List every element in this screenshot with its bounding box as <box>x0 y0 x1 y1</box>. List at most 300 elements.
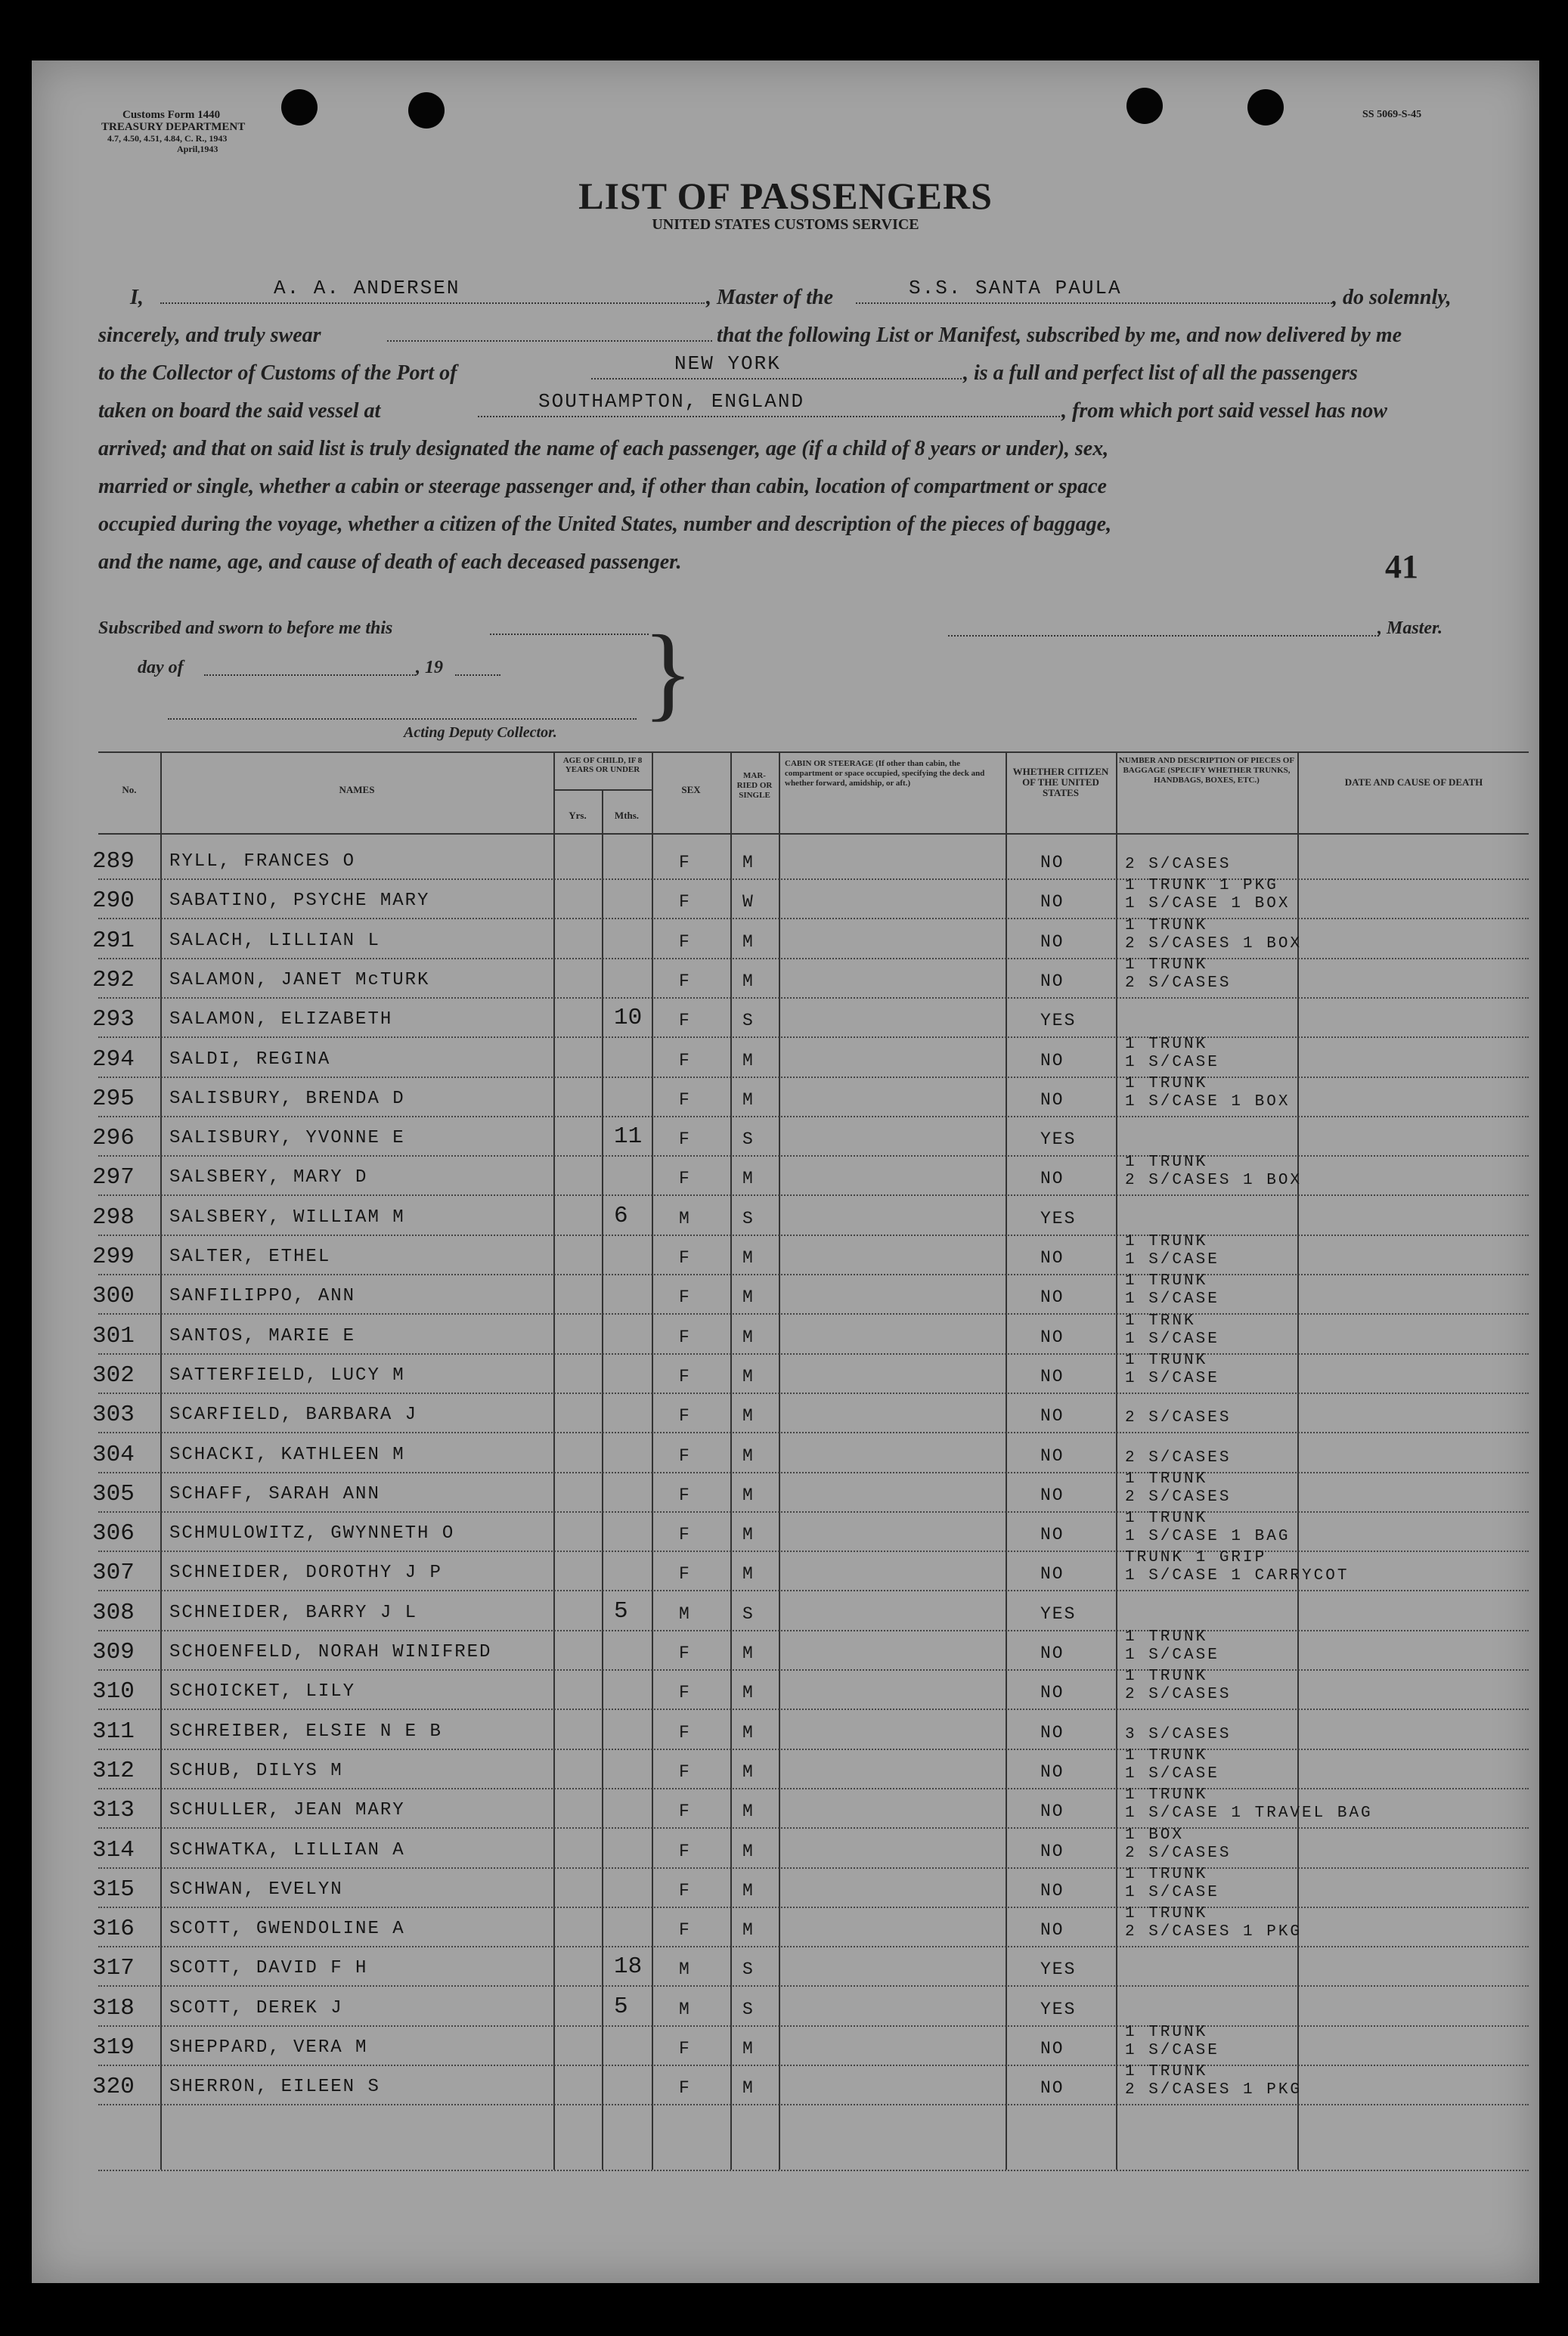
marital-status: M <box>742 1248 755 1268</box>
passenger-sex: F <box>679 2039 691 2059</box>
baggage-description: 1 S/CASE 1 BOX <box>1125 1092 1291 1111</box>
row-divider <box>98 1511 1529 1513</box>
baggage-upper: 1 TRUNK <box>1125 956 1208 974</box>
row-number: 297 <box>92 1164 135 1191</box>
passenger-name: SALTER, ETHEL <box>169 1247 331 1267</box>
baggage-upper: 1 TRUNK <box>1125 1905 1208 1923</box>
page-subtitle: UNITED STATES CUSTOMS SERVICE <box>652 216 919 233</box>
col-citizen: WHETHER CITIZEN OF THE UNITED STATES <box>1012 766 1109 798</box>
row-number: 317 <box>92 1955 135 1982</box>
row-number: 298 <box>92 1204 135 1231</box>
row-divider <box>98 878 1529 880</box>
citizen-status: NO <box>1040 1248 1064 1268</box>
oath-line2b: that the following List or Manifest, subscribed by me, and now delivered by me <box>717 324 1402 347</box>
passenger-sex: F <box>679 1169 691 1189</box>
baggage-description: 1 S/CASE 1 BAG <box>1125 1528 1291 1546</box>
baggage-upper: 1 TRUNK <box>1125 1786 1208 1805</box>
baggage-upper: 1 TRUNK <box>1125 1628 1208 1646</box>
citizen-status: NO <box>1040 1406 1064 1427</box>
passenger-name: SCOTT, DEREK J <box>169 1997 343 2018</box>
citizen-status: NO <box>1040 1169 1064 1189</box>
table-row <box>32 1233 1539 1283</box>
row-number: 313 <box>92 1797 135 1824</box>
oath-line8: and the name, age, and cause of death of each deceased passenger. <box>98 550 682 574</box>
oath-line6: married or single, whether a cabin or steerage passenger and, if other than cabin, location of compartment or space <box>98 475 1107 498</box>
citizen-status: YES <box>1040 1999 1077 2019</box>
row-number: 303 <box>92 1402 135 1429</box>
row-number: 310 <box>92 1678 135 1706</box>
col-age: AGE OF CHILD, IF 8 YEARS OR UNDER <box>562 756 643 774</box>
citizen-status: NO <box>1040 1644 1064 1663</box>
age-months: 18 <box>614 1953 643 1981</box>
table-row <box>32 1628 1539 1678</box>
table-row <box>32 1826 1539 1876</box>
oath-line4b: , from which port said vessel has now <box>1061 399 1387 423</box>
row-number: 305 <box>92 1480 135 1507</box>
marital-status: M <box>742 1089 755 1110</box>
passenger-name: SALISBURY, YVONNE E <box>169 1128 405 1149</box>
passenger-name: SHEPPARD, VERA M <box>169 2037 368 2058</box>
baggage-upper: 1 TRUNK <box>1125 1746 1208 1764</box>
baggage-description: 2 S/CASES 1 PKG <box>1125 2081 1303 2099</box>
passenger-sex: F <box>679 1644 691 1663</box>
age-months: 10 <box>614 1005 643 1032</box>
passenger-name: SCHUB, DILYS M <box>169 1760 343 1781</box>
marital-status: M <box>742 1485 755 1505</box>
passenger-sex: F <box>679 2078 691 2099</box>
passenger-name: SHERRON, EILEEN S <box>169 2077 380 2098</box>
baggage-upper: 1 TRUNK <box>1125 1865 1208 1883</box>
marital-status: M <box>742 1802 755 1822</box>
col-cabin: CABIN OR STEERAGE (If other than cabin, the compartment or space occupied, specifying the deck and whether forward, amidship, or aft.) <box>785 759 985 788</box>
col-mths: Mths. <box>614 810 640 821</box>
passenger-name: SCHOENFELD, NORAH WINIFRED <box>169 1642 492 1662</box>
oath-line7: occupied during the voyage, whether a citizen of the United States, number and description of the pieces of baggage, <box>98 513 1112 536</box>
passenger-name: SATTERFIELD, LUCY M <box>169 1365 405 1386</box>
passenger-name: SCHAFF, SARAH ANN <box>169 1483 380 1504</box>
row-number: 299 <box>92 1244 135 1270</box>
row-divider <box>98 1353 1529 1355</box>
sworn-line: Subscribed and sworn to before me this <box>98 618 393 638</box>
marital-status: M <box>742 1564 755 1585</box>
master-name: A. A. ANDERSEN <box>274 277 460 299</box>
row-divider <box>98 1393 1529 1394</box>
passenger-sex: M <box>679 1208 691 1228</box>
oath-solemnly: , do solemnly, <box>1332 286 1452 309</box>
row-number: 304 <box>92 1441 135 1468</box>
oath-line2a: sincerely, and truly swear <box>98 324 321 347</box>
baggage-description: 2 S/CASES 1 PKG <box>1125 1923 1303 1941</box>
table-row <box>32 2063 1539 2113</box>
baggage-description: 2 S/CASES <box>1125 1686 1232 1704</box>
baggage-description: 3 S/CASES <box>1125 1725 1232 1743</box>
baggage-upper: 1 TRUNK <box>1125 1351 1208 1369</box>
marital-status: S <box>742 1129 755 1150</box>
row-divider <box>98 2025 1529 2027</box>
baggage-upper: 1 TRUNK <box>1125 2063 1208 2081</box>
marital-status: M <box>742 1445 755 1466</box>
table-row <box>32 1074 1539 1125</box>
citizen-status: NO <box>1040 1841 1064 1861</box>
passenger-sex: F <box>679 892 691 912</box>
baggage-upper: 1 TRUNK <box>1125 1074 1208 1092</box>
row-number: 295 <box>92 1085 135 1112</box>
baggage-description: 2 S/CASES <box>1125 1409 1232 1427</box>
row-divider <box>98 1194 1529 1196</box>
baggage-description: 1 S/CASE <box>1125 1053 1219 1071</box>
row-number: 292 <box>92 966 135 993</box>
citizen-status: YES <box>1040 1603 1077 1624</box>
baggage-description: 2 S/CASES <box>1125 1844 1232 1862</box>
row-divider <box>98 1669 1529 1671</box>
row-divider <box>98 1551 1529 1552</box>
baggage-description: 1 S/CASE 1 BOX <box>1125 895 1291 913</box>
marital-status: S <box>742 1208 755 1228</box>
row-number: 296 <box>92 1125 135 1152</box>
punch-hole <box>1247 89 1284 125</box>
marital-status: W <box>742 892 755 912</box>
table-row <box>32 1154 1539 1204</box>
passenger-name: SALSBERY, MARY D <box>169 1167 368 1188</box>
passenger-name: SCHWATKA, LILLIAN A <box>169 1839 405 1860</box>
passenger-sex: F <box>679 1445 691 1466</box>
passenger-sex: F <box>679 1129 691 1150</box>
citizen-status: NO <box>1040 1802 1064 1822</box>
marital-status: M <box>742 853 755 872</box>
passenger-sex: F <box>679 1920 691 1941</box>
passenger-name: SANTOS, MARIE E <box>169 1325 356 1346</box>
punch-hole <box>408 92 445 129</box>
baggage-description: 1 S/CASE <box>1125 1764 1219 1783</box>
row-number: 316 <box>92 1916 135 1943</box>
passenger-sex: F <box>679 1287 691 1308</box>
row-number: 319 <box>92 2034 135 2061</box>
form-regs: 4.7, 4.50, 4.51, 4.84, C. R., 1943 <box>107 133 228 144</box>
citizen-status: NO <box>1040 1327 1064 1347</box>
row-divider <box>98 958 1529 959</box>
baggage-description: 2 S/CASES 1 BOX <box>1125 1172 1303 1190</box>
page-number: 41 <box>1385 548 1418 585</box>
sworn-year: , 19 <box>416 658 443 677</box>
punch-hole <box>1126 88 1163 124</box>
marital-status: S <box>742 1011 755 1031</box>
passenger-sex: M <box>679 1603 691 1624</box>
sworn-day-of: day of <box>138 658 184 677</box>
citizen-status: NO <box>1040 853 1064 872</box>
marital-status: M <box>742 1406 755 1427</box>
marital-status: S <box>742 1999 755 2019</box>
citizen-status: NO <box>1040 2078 1064 2099</box>
table-row <box>32 877 1539 927</box>
row-number: 315 <box>92 1876 135 1903</box>
marital-status: M <box>742 1683 755 1703</box>
passenger-name: SALAMON, ELIZABETH <box>169 1009 393 1030</box>
row-number: 289 <box>92 848 135 875</box>
citizen-status: YES <box>1040 1011 1077 1031</box>
row-number: 311 <box>92 1718 135 1745</box>
row-number: 314 <box>92 1836 135 1864</box>
baggage-description: 2 S/CASES <box>1125 1488 1232 1506</box>
citizen-status: NO <box>1040 1287 1064 1308</box>
passenger-sex: F <box>679 931 691 952</box>
baggage-upper: 1 TRUNK <box>1125 1272 1208 1290</box>
marital-status: M <box>742 1366 755 1386</box>
baggage-upper: 1 TRUNK <box>1125 1668 1208 1686</box>
passenger-name: SALSBERY, WILLIAM M <box>169 1207 405 1228</box>
row-divider <box>98 2065 1529 2066</box>
passenger-sex: F <box>679 1366 691 1386</box>
citizen-status: NO <box>1040 1564 1064 1585</box>
table-row <box>32 1204 1539 1244</box>
arrival-port: NEW YORK <box>674 352 781 375</box>
row-divider <box>98 1788 1529 1789</box>
baggage-upper: TRUNK 1 GRIP <box>1125 1549 1267 1567</box>
oath-line4a: taken on board the said vessel at <box>98 399 381 423</box>
marital-status: M <box>742 1169 755 1189</box>
citizen-status: NO <box>1040 1880 1064 1901</box>
oath-line5: arrived; and that on said list is truly designated the name of each passenger, age (if a child of 8 years or under), sex, <box>98 437 1109 460</box>
passenger-sex: F <box>679 1683 691 1703</box>
passenger-sex: F <box>679 1089 691 1110</box>
age-months: 5 <box>614 1993 628 2020</box>
form-code: SS 5069-S-45 <box>1362 109 1422 120</box>
passenger-sex: F <box>679 1564 691 1585</box>
passenger-sex: F <box>679 1841 691 1861</box>
departure-port: SOUTHAMPTON, ENGLAND <box>538 390 805 413</box>
passenger-sex: F <box>679 1525 691 1545</box>
marital-status: S <box>742 1603 755 1624</box>
citizen-status: NO <box>1040 931 1064 952</box>
col-yrs: Yrs. <box>569 810 587 821</box>
row-divider <box>98 1472 1529 1473</box>
table-row <box>32 1955 1539 1994</box>
marital-status: M <box>742 1644 755 1663</box>
table-row <box>32 956 1539 1006</box>
citizen-status: YES <box>1040 1960 1077 1980</box>
manifest-sheet <box>32 60 1539 2283</box>
table-row <box>32 848 1539 888</box>
table-row <box>32 1402 1539 1441</box>
table-row <box>32 1746 1539 1797</box>
citizen-status: NO <box>1040 1761 1064 1782</box>
passenger-sex: F <box>679 1485 691 1505</box>
col-married: MAR- RIED OR SINGLE <box>736 771 773 800</box>
col-death: DATE AND CAUSE OF DEATH <box>1344 776 1483 788</box>
oath-i: I, <box>130 286 144 309</box>
table-row <box>32 1442 1539 1481</box>
table-row <box>32 1006 1539 1046</box>
passenger-sex: F <box>679 1050 691 1070</box>
marital-status: M <box>742 1841 755 1861</box>
row-divider <box>98 1036 1529 1038</box>
row-divider <box>98 997 1529 999</box>
table-row <box>32 1668 1539 1718</box>
row-divider <box>98 1907 1529 1908</box>
passenger-sex: F <box>679 1761 691 1782</box>
passenger-sex: F <box>679 1802 691 1822</box>
passenger-name: SCARFIELD, BARBARA J <box>169 1405 418 1426</box>
marital-status: S <box>742 1960 755 1980</box>
row-divider <box>98 1432 1529 1433</box>
table-row <box>32 1035 1539 1086</box>
row-number: 301 <box>92 1322 135 1349</box>
passenger-name: SALACH, LILLIAN L <box>169 930 380 951</box>
vessel-name: S.S. SANTA PAULA <box>909 277 1122 299</box>
row-divider <box>98 1590 1529 1591</box>
marital-status: M <box>742 971 755 991</box>
baggage-description: 1 S/CASE <box>1125 1290 1219 1309</box>
table-row <box>32 2024 1539 2074</box>
baggage-upper: 1 TRUNK <box>1125 2024 1208 2041</box>
passenger-sex: F <box>679 1327 691 1347</box>
row-number: 291 <box>92 927 135 954</box>
table-row <box>32 1786 1539 1836</box>
row-divider <box>98 1274 1529 1275</box>
citizen-status: NO <box>1040 1920 1064 1941</box>
passenger-sex: F <box>679 1722 691 1743</box>
col-baggage: NUMBER AND DESCRIPTION OF PIECES OF BAGGAGE (SPECIFY WHETHER TRUNKS, HANDBAGS, BOXES, ETC.) <box>1118 756 1295 785</box>
marital-status: M <box>742 1761 755 1782</box>
marital-status: M <box>742 1525 755 1545</box>
baggage-upper: 1 TRUNK <box>1125 1154 1208 1172</box>
table-row <box>32 1549 1539 1599</box>
baggage-description: 1 S/CASE <box>1125 1369 1219 1387</box>
passenger-sex: M <box>679 1960 691 1980</box>
baggage-description: 2 S/CASES <box>1125 974 1232 992</box>
acting-deputy-collector: Acting Deputy Collector. <box>404 724 557 741</box>
passenger-sex: F <box>679 971 691 991</box>
form-department: TREASURY DEPARTMENT <box>101 121 246 133</box>
passenger-name: SCHNEIDER, BARRY J L <box>169 1602 418 1623</box>
table-row <box>32 1510 1539 1560</box>
baggage-description: 1 S/CASE <box>1125 2042 1219 2059</box>
row-divider <box>98 1116 1529 1117</box>
row-divider <box>98 1827 1529 1829</box>
table-row <box>32 1125 1539 1164</box>
passenger-name: SCHWAN, EVELYN <box>169 1879 343 1900</box>
baggage-description: 1 S/CASE <box>1125 1330 1219 1348</box>
table-row <box>32 1470 1539 1520</box>
passenger-name: SCHNEIDER, DOROTHY J P <box>169 1563 442 1584</box>
passenger-sex: F <box>679 1011 691 1031</box>
row-divider <box>98 1077 1529 1078</box>
row-divider <box>98 1709 1529 1710</box>
passenger-name: SALISBURY, BRENDA D <box>169 1088 405 1109</box>
row-divider <box>98 1235 1529 1236</box>
baggage-description: 2 S/CASES <box>1125 856 1232 873</box>
row-divider <box>98 1749 1529 1750</box>
row-number: 302 <box>92 1362 135 1389</box>
table-row <box>32 1905 1539 1955</box>
marital-status: M <box>742 2078 755 2099</box>
oath-line3b: , is a full and perfect list of all the passengers <box>963 361 1358 385</box>
passenger-sex: F <box>679 853 691 872</box>
citizen-status: NO <box>1040 1050 1064 1070</box>
row-divider <box>98 1946 1529 1947</box>
citizen-status: NO <box>1040 1089 1064 1110</box>
passenger-name: SCHREIBER, ELSIE N E B <box>169 1721 442 1742</box>
oath-master-of: , Master of the <box>706 286 833 309</box>
passenger-name: RYLL, FRANCES O <box>169 851 356 872</box>
passenger-sex: F <box>679 1248 691 1268</box>
row-divider <box>98 918 1529 919</box>
baggage-upper: 1 TRUNK <box>1125 1035 1208 1053</box>
marital-status: M <box>742 931 755 952</box>
passenger-name: SCOTT, GWENDOLINE A <box>169 1919 405 1940</box>
passenger-name: SCHOICKET, LILY <box>169 1681 356 1702</box>
passenger-name: SCHMULOWITZ, GWYNNETH O <box>169 1523 455 1544</box>
marital-status: M <box>742 2039 755 2059</box>
row-number: 309 <box>92 1639 135 1665</box>
passenger-name: SABATINO, PSYCHE MARY <box>169 891 430 912</box>
passenger-name: SCHACKI, KATHLEEN M <box>169 1444 405 1465</box>
passenger-name: SCHULLER, JEAN MARY <box>169 1800 405 1821</box>
table-row <box>32 1312 1539 1362</box>
citizen-status: NO <box>1040 1366 1064 1386</box>
table-row <box>32 1995 1539 2034</box>
row-number: 290 <box>92 888 135 915</box>
baggage-description: 1 S/CASE 1 TRAVEL BAG <box>1125 1805 1373 1823</box>
passenger-sex: M <box>679 1999 691 2019</box>
citizen-status: NO <box>1040 1722 1064 1743</box>
passenger-sex: F <box>679 1406 691 1427</box>
row-number: 320 <box>92 2074 135 2101</box>
row-divider <box>98 2104 1529 2105</box>
baggage-upper: 1 TRUNK <box>1125 1510 1208 1528</box>
row-number: 307 <box>92 1560 135 1587</box>
age-months: 5 <box>614 1597 628 1625</box>
form-date: April,1943 <box>177 144 218 154</box>
row-divider <box>98 1867 1529 1869</box>
punch-hole <box>281 89 318 125</box>
row-number: 306 <box>92 1520 135 1548</box>
baggage-description: 2 S/CASES <box>1125 1448 1232 1467</box>
citizen-status: NO <box>1040 1445 1064 1466</box>
citizen-status: NO <box>1040 971 1064 991</box>
marital-status: M <box>742 1920 755 1941</box>
baggage-upper: 1 TRUNK <box>1125 916 1208 934</box>
row-divider <box>98 1630 1529 1631</box>
citizen-status: NO <box>1040 2039 1064 2059</box>
baggage-upper: 1 TRUNK 1 PKG <box>1125 877 1278 895</box>
baggage-upper: 1 TRNK <box>1125 1312 1196 1330</box>
col-sex: SEX <box>681 784 701 795</box>
marital-status: M <box>742 1327 755 1347</box>
col-no: No. <box>122 784 137 795</box>
table-row <box>32 1718 1539 1758</box>
col-names: NAMES <box>339 784 375 795</box>
citizen-status: NO <box>1040 1485 1064 1505</box>
baggage-upper: 1 BOX <box>1125 1826 1185 1844</box>
citizen-status: YES <box>1040 1208 1077 1228</box>
row-divider <box>98 1313 1529 1315</box>
baggage-description: 2 S/CASES 1 BOX <box>1125 934 1303 953</box>
brace-glyph: } <box>643 614 694 731</box>
row-number: 318 <box>92 1994 135 2022</box>
row-number: 312 <box>92 1757 135 1784</box>
marital-status: M <box>742 1880 755 1901</box>
marital-status: M <box>742 1722 755 1743</box>
citizen-status: NO <box>1040 1683 1064 1703</box>
table-row <box>32 1351 1539 1402</box>
table-row <box>32 1272 1539 1322</box>
passenger-name: SCOTT, DAVID F H <box>169 1958 368 1979</box>
table-row <box>32 1865 1539 1916</box>
page-title: LIST OF PASSENGERS <box>578 175 993 217</box>
table-row <box>32 1597 1539 1639</box>
master-signature-label: , Master. <box>1377 618 1443 638</box>
baggage-description: 1 S/CASE <box>1125 1251 1219 1269</box>
